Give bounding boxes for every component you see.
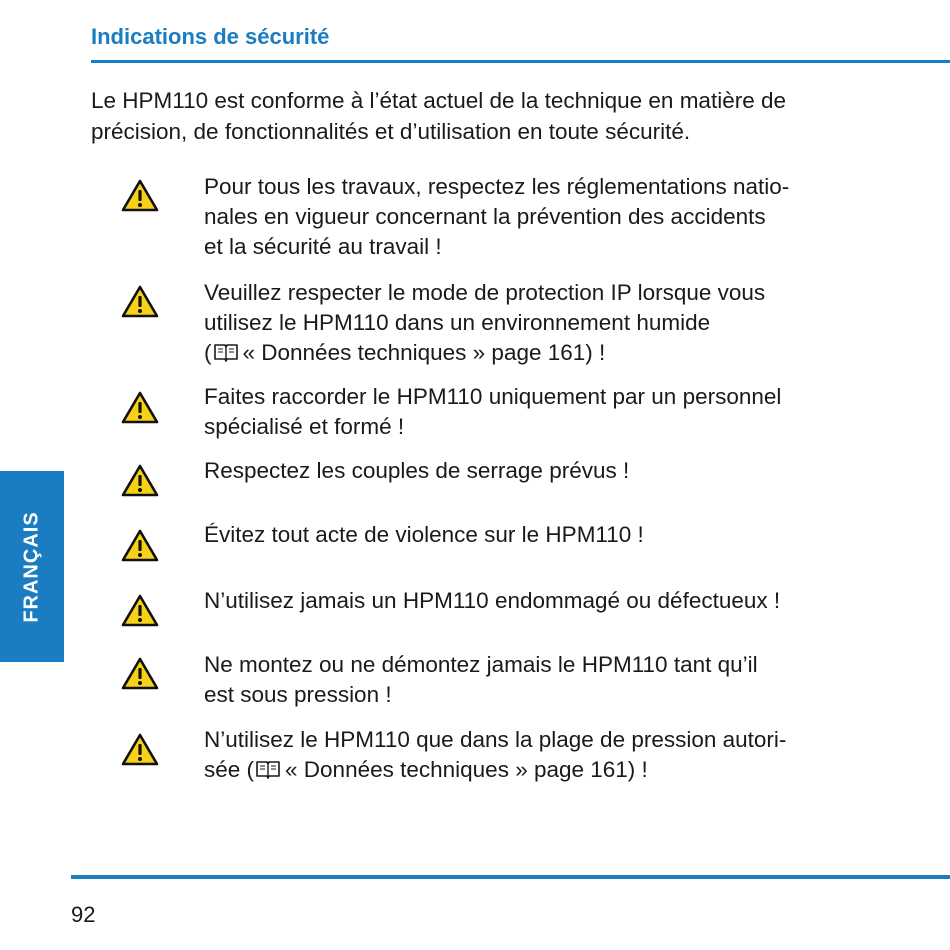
footer-rule	[71, 875, 950, 879]
warning-line-reference	[204, 755, 904, 785]
warning-text	[204, 278, 904, 368]
warning-triangle-icon	[120, 528, 160, 564]
warning-triangle-icon	[120, 390, 160, 426]
warning-line: Pour tous les travaux, respectez les réglementations natio-	[204, 174, 790, 199]
warning-line: spécialisé et formé !	[204, 414, 405, 439]
warning-triangle-icon	[120, 656, 160, 692]
intro-line: précision, de fonctionnalités et d’utilisation en toute sécurité.	[91, 119, 691, 144]
warning-triangle-icon	[120, 178, 160, 214]
book-icon	[213, 342, 239, 362]
intro-paragraph	[91, 85, 891, 147]
warning-text	[204, 382, 904, 442]
warning-text	[204, 456, 904, 486]
warning-line: Évitez tout acte de violence sur le HPM110 !	[204, 522, 644, 547]
warning-triangle-icon	[120, 463, 160, 499]
warning-line: Ne montez ou ne démontez jamais le HPM110 tant qu’il	[204, 652, 758, 677]
warning-line: Faites raccorder le HPM110 uniquement par un personnel	[204, 384, 782, 409]
warning-text	[204, 520, 904, 550]
warning-triangle-icon	[120, 593, 160, 629]
reference-link[interactable]: « Données techniques » page 161) !	[242, 340, 606, 365]
warning-text	[204, 725, 904, 785]
warning-text	[204, 172, 904, 262]
book-icon	[255, 759, 281, 779]
warning-line: Respectez les couples de serrage prévus !	[204, 458, 630, 483]
reference-link[interactable]: « Données techniques » page 161) !	[285, 757, 648, 782]
language-tab-label: FRANÇAIS	[20, 511, 43, 623]
warning-line: et la sécurité au travail !	[204, 234, 442, 259]
warning-line: N’utilisez jamais un HPM110 endommagé ou défectueux !	[204, 588, 781, 613]
warning-triangle-icon	[120, 732, 160, 768]
intro-line: Le HPM110 est conforme à l’état actuel de la technique en matière de	[91, 88, 786, 113]
page-number: 92	[71, 902, 96, 927]
warning-text	[204, 586, 904, 616]
warning-line-reference	[204, 338, 904, 368]
reference-prefix: sée (	[204, 757, 255, 782]
warning-line: N’utilisez le HPM110 que dans la plage de pression autori-	[204, 727, 787, 752]
warning-triangle-icon	[120, 284, 160, 320]
warning-text	[204, 650, 904, 710]
heading-rule	[91, 60, 950, 63]
warning-line: nales en vigueur concernant la prévention des accidents	[204, 204, 766, 229]
section-heading: Indications de sécurité	[91, 24, 330, 49]
warning-line: Veuillez respecter le mode de protection IP lorsque vous	[204, 280, 766, 305]
warning-line: est sous pression !	[204, 682, 392, 707]
reference-prefix: (	[204, 340, 212, 365]
warning-line: utilisez le HPM110 dans un environnement humide	[204, 310, 711, 335]
language-side-tab	[0, 471, 64, 662]
